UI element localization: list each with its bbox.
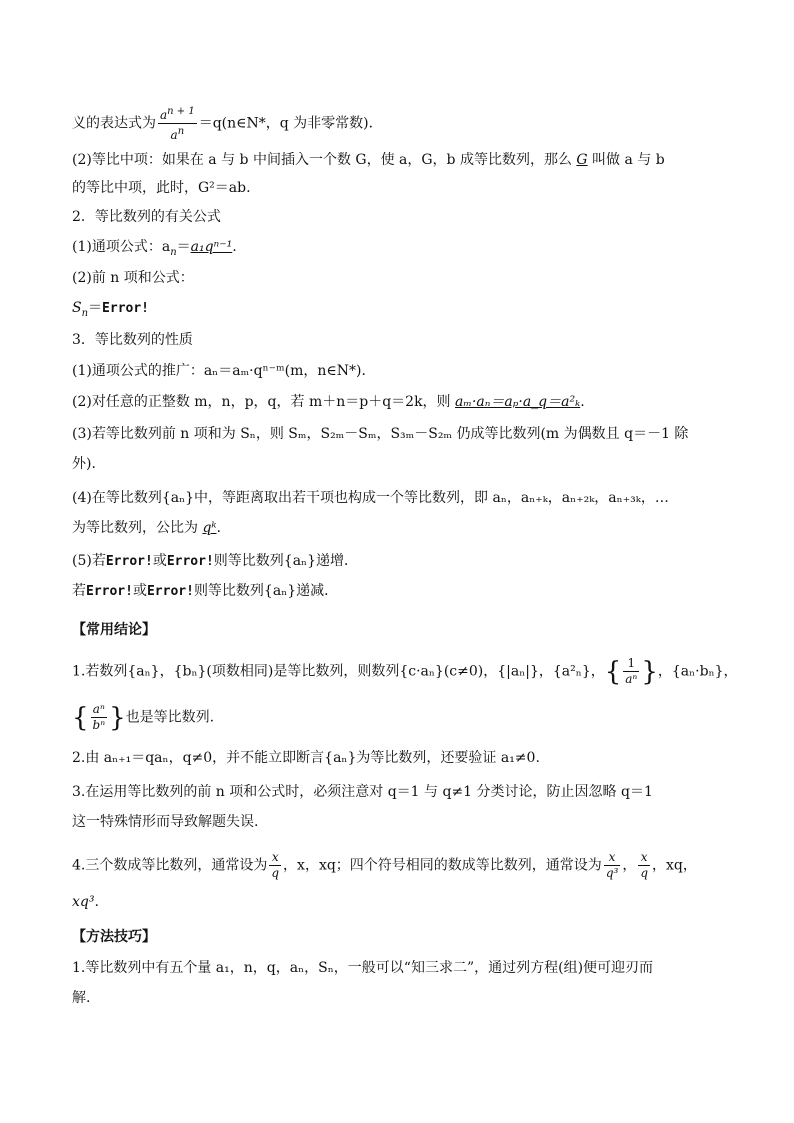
frac-num: 1 xyxy=(623,656,639,672)
left-brace: { xyxy=(604,656,622,687)
frac-num: x xyxy=(269,850,281,866)
text: ， xyxy=(622,857,637,874)
text: 为等比数列，公比为 xyxy=(72,520,203,536)
heading-common-conclusions xyxy=(72,620,156,640)
error-placeholder: Error! xyxy=(105,554,153,569)
fraction xyxy=(623,656,639,687)
frac-num: x xyxy=(604,850,621,866)
text: 3.在运用等比数列的前 n 项和公式时，必须注意对 q＝1 与 q≠1 分类讨论，防止因忽略 q＝1 xyxy=(72,784,653,800)
property-2 xyxy=(72,392,585,412)
text: 叫做 a 与 b xyxy=(587,152,665,168)
frac-den: q³ xyxy=(605,866,619,880)
text: (2)对任意的正整数 m，n，p，q，若 m＋n＝p＋q＝2k，则 xyxy=(72,394,456,410)
text: . xyxy=(216,520,221,536)
sum-formula-label xyxy=(72,268,194,288)
text: 【方法技巧】 xyxy=(72,929,156,945)
geometric-mean-line xyxy=(72,150,665,170)
general-term-line: (1)通项公式：$a_n=a_1q^{n-1}$. xyxy=(72,239,237,258)
text: (2)前 n 项和公式： xyxy=(72,270,194,286)
text: 2．等比数列的有关公式 xyxy=(72,209,221,225)
text: ，{aₙ·bₙ}， xyxy=(657,663,738,680)
frac-den-sup: n xyxy=(177,126,185,137)
text: xq³. xyxy=(72,894,99,910)
text: 则等比数列{aₙ}递减． xyxy=(193,583,339,599)
frac-num-sup: n + 1 xyxy=(167,106,195,117)
text: (5)若 xyxy=(72,553,106,569)
text: (2)等比中项：如果在 a 与 b 中间插入一个数 G，使 a，G，b 成等比数列，那么 xyxy=(72,152,577,168)
text: 的等比中项，此时，G²＝ab. xyxy=(72,180,251,196)
frac-num: aⁿ xyxy=(91,702,108,718)
conclusion-3-cont xyxy=(72,812,258,832)
underlined-answer: a₁qⁿ⁻¹ xyxy=(190,239,233,255)
property-3 xyxy=(72,424,688,444)
text: 义的表达式为 xyxy=(72,115,156,132)
text: 2.由 aₙ₊₁＝qaₙ，q≠0，并不能立即断言{aₙ}为等比数列，还要验证 a₁≠0. xyxy=(72,750,540,766)
text: 若 xyxy=(72,583,86,599)
conclusion-3 xyxy=(72,782,653,802)
text: 解. xyxy=(72,990,91,1006)
property-1 xyxy=(72,361,375,381)
text: 1.等比数列中有五个量 a₁，n，q，aₙ，Sₙ，一般可以“知三求二”，通过列方程(组)便可迎刃而 xyxy=(72,960,654,976)
text: (1)通项公式的推广：aₙ＝aₘ·qⁿ⁻ᵐ(m，n∈N*)． xyxy=(72,363,376,379)
error-placeholder: Error! xyxy=(102,301,150,316)
section-heading-properties xyxy=(72,330,193,350)
underlined-answer: qᵏ xyxy=(202,520,217,536)
text: 外)． xyxy=(72,456,106,472)
error-placeholder: Error! xyxy=(146,584,194,599)
underlined-answer: G xyxy=(576,152,588,168)
text: 3．等比数列的性质 xyxy=(72,332,193,348)
conclusion-1 xyxy=(72,656,738,687)
text: . xyxy=(580,394,585,410)
text: (4)在等比数列{aₙ}中，等距离取出若干项也构成一个等比数列，即 aₙ，aₙ₊ₖ，aₙ₊₂ₖ，aₙ₊₃ₖ，… xyxy=(72,490,669,506)
left-brace: { xyxy=(72,702,89,733)
text: ，x，xq；四个符号相同的数成等比数列，通常设为 xyxy=(283,857,602,874)
ratio-fraction xyxy=(158,104,197,143)
text: S xyxy=(72,300,82,316)
frac-den: a xyxy=(170,128,178,142)
text: (3)若等比数列前 n 项和为 Sₙ，则 Sₘ，S₂ₘ－Sₘ，S₃ₘ－S₂ₘ 仍成等比数列(m 为偶数且 q＝－1 除 xyxy=(72,426,689,442)
text: (1)通项公式：a xyxy=(72,239,171,255)
frac-num: x xyxy=(638,850,650,866)
text: 这一特殊情形而导致解题失误. xyxy=(72,814,259,830)
text: 也是等比数列. xyxy=(125,709,215,726)
fraction xyxy=(269,850,281,881)
text: ，xq， xyxy=(652,857,697,874)
definition-line xyxy=(72,104,383,143)
right-brace: } xyxy=(641,656,658,687)
text: 【常用结论】 xyxy=(72,622,156,638)
frac-den: aⁿ xyxy=(625,672,638,686)
text: ＝q(n∈N*，q 为非零常数)． xyxy=(198,115,383,132)
conclusion-4 xyxy=(72,850,697,881)
geometric-mean-line-2 xyxy=(72,178,251,198)
property-4 xyxy=(72,488,669,508)
right-brace: } xyxy=(109,702,126,733)
text: ＝ xyxy=(176,239,191,255)
conclusion-4-cont xyxy=(72,892,99,912)
frac-den: q xyxy=(640,866,648,880)
sum-formula-line: $S_n=Error$! xyxy=(72,300,150,319)
text: ＝ xyxy=(88,300,103,316)
text: 则等比数列{aₙ}递增． xyxy=(213,553,358,569)
error-placeholder: Error! xyxy=(86,584,133,599)
text: . xyxy=(232,239,237,255)
frac-den: bⁿ xyxy=(92,718,106,732)
underlined-answer: aₘ·aₙ＝aₚ·a_q＝a²ₖ xyxy=(455,394,581,410)
text: 4.三个数成等比数列，通常设为 xyxy=(72,857,268,874)
fraction xyxy=(638,850,650,881)
frac-den: q xyxy=(271,866,280,880)
property-5-decreasing xyxy=(72,581,338,602)
method-1-cont xyxy=(72,988,90,1008)
fraction xyxy=(91,702,108,733)
conclusion-2 xyxy=(72,748,540,768)
property-3-cont xyxy=(72,454,105,474)
property-5-increasing xyxy=(72,551,358,572)
error-placeholder: Error! xyxy=(166,554,214,569)
heading-method-tips xyxy=(72,927,156,947)
text: 或 xyxy=(152,553,167,569)
text: 1.若数列{aₙ}，{bₙ}(项数相同)是等比数列，则数列{c·aₙ}(c≠0)，{|aₙ|}，{a²ₙ}， xyxy=(72,663,605,680)
property-4-cont xyxy=(72,518,221,538)
conclusion-1-cont xyxy=(72,702,214,733)
text: 或 xyxy=(132,583,147,599)
frac-num: a xyxy=(160,108,168,122)
fraction xyxy=(604,850,621,881)
method-1 xyxy=(72,958,653,978)
section-heading-formulas xyxy=(72,207,221,227)
